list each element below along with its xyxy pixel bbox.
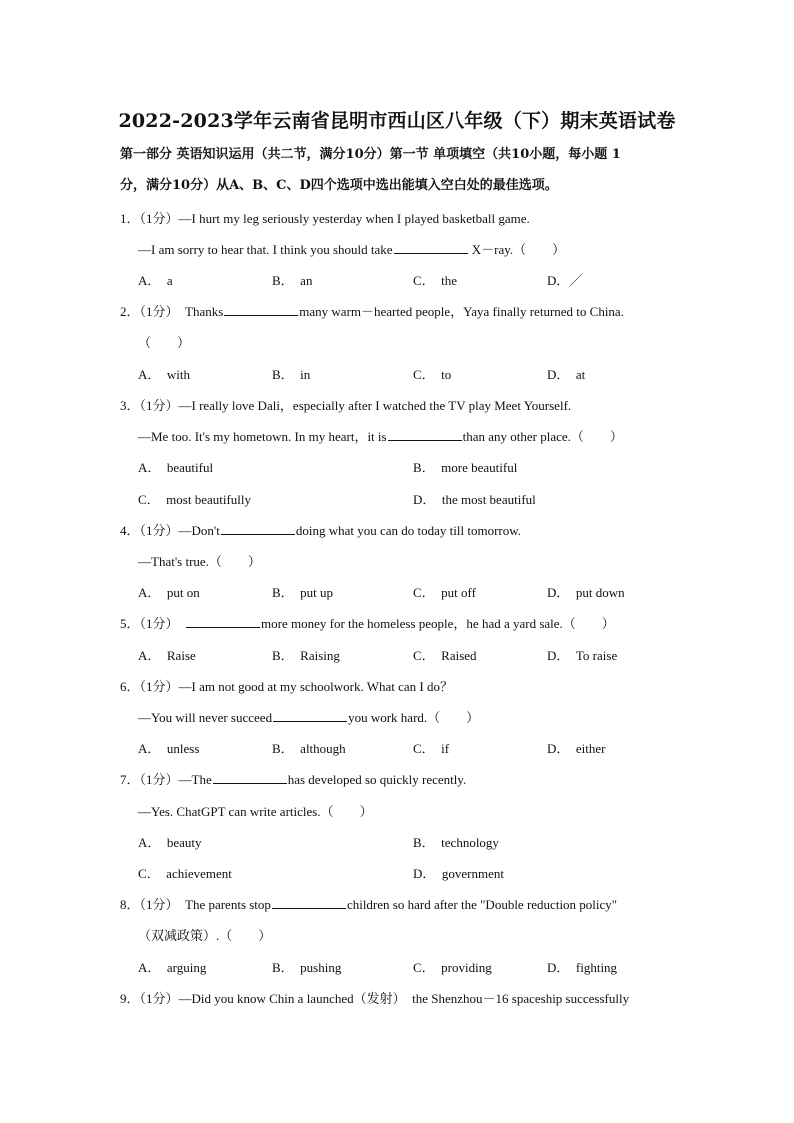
question-7-option-a: A． beauty xyxy=(138,835,202,850)
question-8-text-b: children so hard after the "Double reduction policy" xyxy=(346,897,618,912)
question-4-option-a: A． put on xyxy=(138,585,200,600)
question-6-text-a: —You will never succeed xyxy=(138,710,273,725)
exam-title: 2022-2023学年云南省昆明市西山区八年级（下）期末英语试卷 xyxy=(118,110,676,132)
question-8-continuation: （双减政策）.（ ） xyxy=(138,928,272,943)
question-1-option-c: C． the xyxy=(413,273,458,288)
question-5-option-b: B． Raising xyxy=(272,648,340,663)
question-6-text-b: you work hard.（ ） xyxy=(348,710,480,725)
question-3-text-a: —Me too. It's my hometown. In my heart，it is xyxy=(138,429,387,444)
question-1-dialogue xyxy=(138,239,565,258)
question-4-stem xyxy=(120,520,521,539)
question-6-dialogue xyxy=(138,707,479,726)
question-7-reply: —Yes. ChatGPT can write articles.（ ） xyxy=(138,804,373,819)
question-2-bracket: （ ） xyxy=(138,335,191,350)
question-5-text-a: 5．（1分） xyxy=(120,616,186,631)
question-4-option-b: B． put up xyxy=(272,585,334,600)
question-7-text-b: has developed so quickly recently. xyxy=(287,772,467,787)
question-1-option-d: D．／ xyxy=(547,273,583,288)
question-6-blank xyxy=(273,710,347,722)
question-1-blank xyxy=(394,242,468,254)
question-1-text-b: X－ray.（ ） xyxy=(468,242,566,257)
question-8-option-d: D． fighting xyxy=(547,960,618,975)
question-9-stem: 9．（1分）—Did you know Chin a launched（发射） the Shenzhou－16 spaceship successfully xyxy=(120,991,630,1006)
question-7-blank xyxy=(213,772,287,784)
question-1-text-a: —I am sorry to hear that. I think you should take xyxy=(138,242,393,257)
question-8-option-c: C． providing xyxy=(413,960,492,975)
question-1-stem: 1．（1分）—I hurt my leg seriously yesterday when I played basketball game. xyxy=(120,211,530,226)
question-2-option-d: D． at xyxy=(547,367,586,382)
question-5-blank xyxy=(186,616,260,628)
question-6-stem: 6．（1分）—I am not good at my schoolwork. What can I do？ xyxy=(120,679,454,694)
question-4-option-c: C． put off xyxy=(413,585,476,600)
question-8-option-a: A． arguing xyxy=(138,960,207,975)
question-6-option-d: D． either xyxy=(547,741,606,756)
question-4-text-a: 4．（1分）—Don't xyxy=(120,523,220,538)
question-3-option-d: D． the most beautiful xyxy=(413,492,536,507)
question-3-option-c: C． most beautifully xyxy=(138,492,252,507)
section-instructions-line-2: 分，满分10分）从A、B、C、D四个选项中选出能填入空白处的最佳选项。 xyxy=(120,178,558,193)
question-5-text-b: more money for the homeless people，he had a yard sale.（ ） xyxy=(261,616,615,631)
question-7-text-a: 7．（1分）—The xyxy=(120,772,212,787)
question-5-stem xyxy=(120,613,615,632)
question-3-stem: 3．（1分）—I really love Dali，especially after I watched the TV play Meet Yourself. xyxy=(120,398,572,413)
question-2-blank xyxy=(224,304,298,316)
question-6-option-a: A． unless xyxy=(138,741,200,756)
question-4-option-d: D． put down xyxy=(547,585,625,600)
question-8-stem xyxy=(120,894,617,913)
section-instructions-line-1: 第一部分 英语知识运用（共二节，满分10分）第一节 单项填空（共10小题，每小题 1 xyxy=(120,147,621,162)
question-1-option-a: A． a xyxy=(138,273,173,288)
question-7-stem xyxy=(120,769,466,788)
question-8-blank xyxy=(272,897,346,909)
question-7-option-d: D． government xyxy=(413,866,504,881)
question-4-text-b: doing what you can do today till tomorrow. xyxy=(295,523,522,538)
question-4-reply: —That's true.（ ） xyxy=(138,554,261,569)
question-2-text-b: many warm－hearted people，Yaya finally returned to China. xyxy=(299,304,624,319)
question-2-option-b: B． in xyxy=(272,367,311,382)
question-4-blank xyxy=(221,523,295,535)
question-5-option-a: A． Raise xyxy=(138,648,196,663)
question-1-option-b: B． an xyxy=(272,273,313,288)
question-7-option-c: C． achievement xyxy=(138,866,232,881)
question-2-text-a: 2．（1分） Thanks xyxy=(120,304,224,319)
question-3-text-b: than any other place.（ ） xyxy=(462,429,623,444)
question-2-option-a: A． with xyxy=(138,367,191,382)
question-2-option-c: C． to xyxy=(413,367,452,382)
question-3-dialogue xyxy=(138,426,623,445)
question-6-option-c: C． if xyxy=(413,741,450,756)
question-3-option-a: A． beautiful xyxy=(138,460,214,475)
question-8-text-a: 8．（1分） The parents stop xyxy=(120,897,271,912)
question-7-option-b: B． technology xyxy=(413,835,499,850)
question-5-option-d: D． To raise xyxy=(547,648,618,663)
question-8-option-b: B． pushing xyxy=(272,960,342,975)
question-3-option-b: B． more beautiful xyxy=(413,460,518,475)
question-5-option-c: C． Raised xyxy=(413,648,477,663)
question-2-stem xyxy=(120,301,624,320)
question-6-option-b: B． although xyxy=(272,741,346,756)
question-3-blank xyxy=(388,429,462,441)
